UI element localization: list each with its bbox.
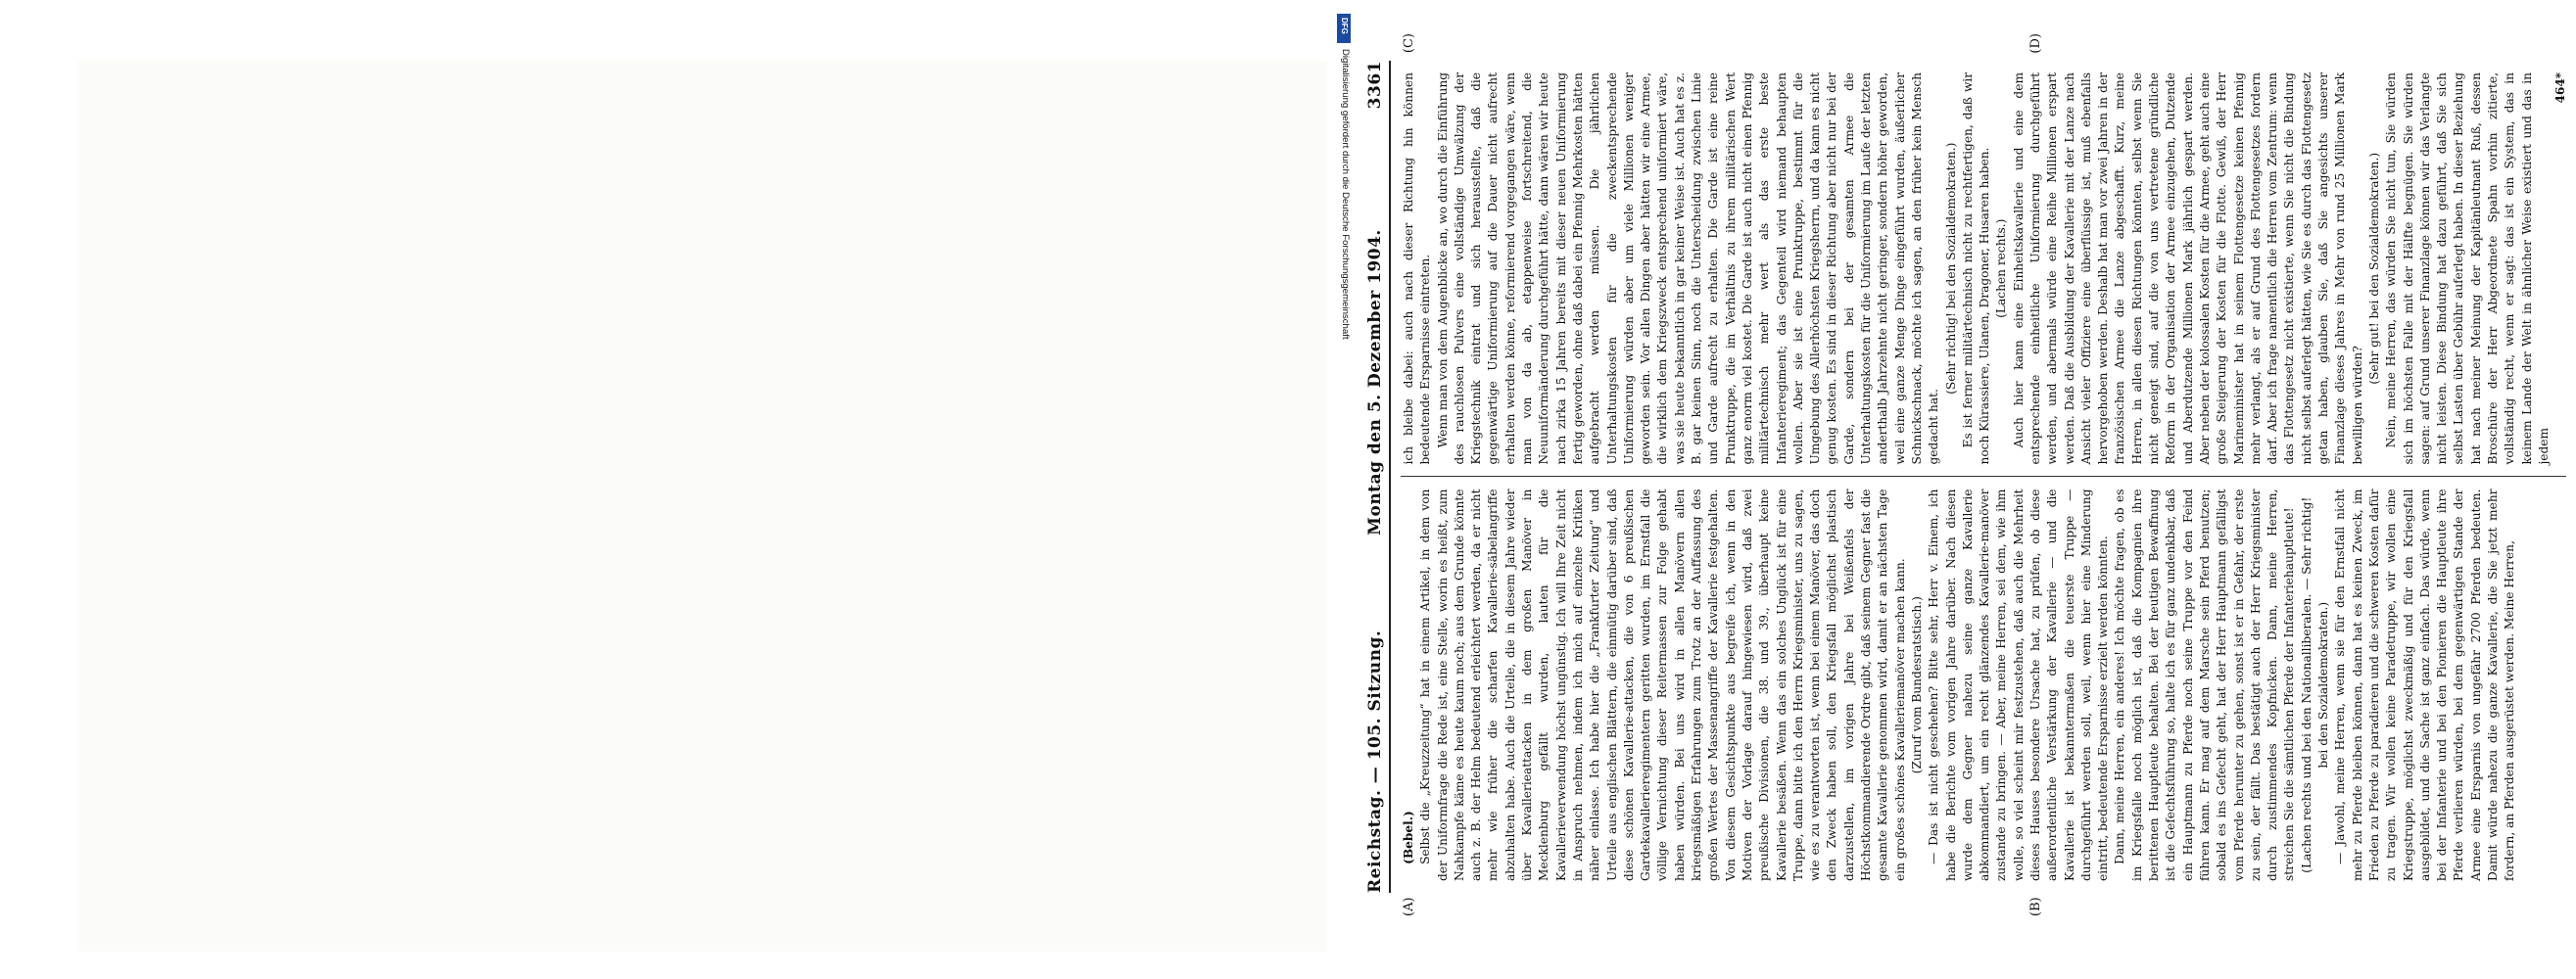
header-date-page	[1365, 61, 1385, 536]
dfg-logo-text: DFG	[1340, 18, 1349, 34]
paragraph: — Jawohl, meine Herren, wenn sie für den Ernstfall nicht mehr zu Pferde bleiben können, dann hat es keinen Zweck, im Frieden zu Pferde zu paradieren und die schweren Kosten dafür zu tragen. Wir wollen keine Paradetruppe, wir wollen eine Kriegstruppe, möglichst zweckmäßig und für den Kriegsfall ausgebildet, und die Sache ist ganz einfach. Das würde, wenn bei der Infanterie und bei den Pionieren die Hauptleute ihre Pferde verlieren würden, bei dem gegenwärtigen Stande der Armee eine Ersparnis von ungefähr 2700 Pferden bedeuten. Damit würde nahezu die ganze Kavallerie, die Sie jetzt mehr fordern, an Pferden ausgerüstet werden. Meine Herren,	[2333, 489, 2517, 881]
page-header	[1352, 61, 1391, 893]
dfg-logo	[1337, 14, 1351, 43]
text-columns	[1401, 33, 2568, 916]
margin-marker-b: (B)	[2028, 897, 2043, 916]
header-session: Reichstag. — 105. Sitzung.	[1365, 629, 1385, 893]
interjection: (Lachen rechts.)	[1994, 218, 2009, 318]
paragraph: Selbst die „Kreuzzeitung“ hat in einem Artikel, in dem von der Uniformfrage die Rede ist, eine Stelle, worin es heißt, zum Nahkampfe käme es heute kaum noch; aus dem Grunde könnte auch z. B. der Helm bedeutend erleichtert werden, da er nicht mehr wie früher die scharfen Kavallerie-säbelangriffe abzuhalten habe. Auch die Urteile, die in diesem Jahre wieder über Kavallerieattacken in dem großen Manöver in Mecklenburg gefällt wurden, lauten für die Kavallerieverwendung höchst ungünstig. Ich will Ihre Zeit nicht in Anspruch nehmen, indem ich mich auf einzelne Kritiken näher einlasse. Ich habe hier die „Frankfurter Zeitung“ und Urteile aus englischen Blättern, die einmütig darüber sind, daß diese schönen Kavallerie-attacken, die von 6 preußischen Gardekavallerieregimentern geritten wurden, im Ernstfall die völlige Vernichtung dieser Reitermassen zur Folge gehabt haben würden. Bei uns wird in allen Manövern allen kriegsmäßigen Erfahrungen zum Trotz an der Auffassung des großen Wertes der Massenangriffe der Kavallerie festgehalten. Von diesem Gesichtspunkte aus begreife ich, wenn in den Motiven der Vorlage darauf hingewiesen wird, daß zwei preußische Divisionen, die 38. und 39., überhaupt keine Kavallerie besäßen. Wenn das ein solches Unglück ist für eine Truppe, dann bitte ich den Herrn Kriegsminister, uns zu sagen, wie es zu verantworten ist, wenn bei einem Manöver, das doch den Zweck haben soll, den Kriegsfall möglichst plastisch darzustellen, im vorigen Jahre bei Weißenfels der Höchstkommandierende Ordre gibt, daß seinem Gegner fast die gesamte Kavallerie genommen wird, damit er an nächsten Tage ein großes schönes Kavalleriemanöver machen kann.	[1418, 489, 1907, 881]
margin-marker-d: (D)	[2028, 33, 2043, 54]
header-date: Montag den 5. Dezember 1904.	[1365, 229, 1385, 536]
paragraph: Es ist ferner militärtechnisch nicht zu rechtfertigen, daß wir noch Kürassiere, Ulanen, Dragoner, Husaren haben.	[1960, 72, 1992, 465]
paragraph: Nein, meine Herren, das würden Sie nicht tun, Sie würden sich im höchsten Falle mit der Hälfte begnügen. Sie würden sagen: auf Grund unserer Finanzlage können wir das Verlangte nicht leisten. Diese Bindung hat dazu geführt, daß Sie sich selbst Lasten über Gebühr auferlegt haben. In dieser Beziehung hat nach meiner Meinung der Kapitänleutnant Ruß, dessen Broschüre der Herr Abgeordnete Spahn vorhin zitierte, vollständig recht, wenn er sagt: das ist ein System, das in keinem Lande der Welt in ähnlicher Weise existiert und das in jedem	[2384, 72, 2551, 465]
right-column	[1401, 33, 2568, 478]
page-number: 3361	[1365, 61, 1385, 110]
speaker-name: (Bebel.)	[1402, 811, 1415, 864]
margin-marker-a: (A)	[1402, 897, 1416, 916]
margin-marker-c: (C)	[1402, 33, 1416, 54]
left-column	[1401, 478, 2566, 916]
paragraph: Dann, meine Herren, ein anderes! Ich möchte fragen, ob es im Kriegsfalle noch möglich ist, daß die Kompagnien ihre berittenen Hauptleute behalten. Bei der heutigen Bewaffnung ist die Gefechtsführung so, halte ich es für ganz undenkbar, daß ein Hauptmann zu Pferde noch seine Truppe vor den Feind führen kann. Er mag auf dem Marsche sein Pferd benutzen; sobald es ins Gefecht geht, hat der Herr Hauptmann gefälligst vom Pferde herunter zu gehen, sonst ist er in Gefahr, der erste zu sein, der fällt. Das bestätigt auch der Herr Kriegsminister durch zustimmendes Kopfnicken. Dann, meine Herren, streichen Sie die sämtlichen Pferde der Infanteriehauptleute!	[2113, 489, 2297, 881]
interjection: (Lachen rechts und bei den Nationalliberalen. — Sehr richtig! bei den Sozialdemokraten.)	[2299, 496, 2331, 873]
paragraph: Wenn man von dem Augenblicke an, wo durch die Einführung des rauchlosen Pulvers eine vollständige Umwälzung der Kriegstechnik eintrat und sich herausstellte, daß die gegenwärtige Uniformierung auf die Dauer nicht aufrecht erhalten werden könne, reformierend vorgegangen wäre, wenn man von da ab, etappenweise fortschreitend, die Neuuniformänderung durchgeführt hätte, dann wären wir heute nach zirka 15 Jahren bereits mit dieser neuen Uniformierung fertig geworden, ohne daß dabei ein Pfennig Mehrkosten hätten aufgebracht werden müssen. Die jährlichen Unterhaltungskosten für die zweckentsprechende Uniformierung würden aber um viele Millionen weniger geworden sein. Vor allen Dingen aber hätten wir eine Armee, die wirklich dem Kriegszweck entsprechend uniformiert wäre, was sie heute bekanntlich in gar keiner Weise ist. Auch hat es z. B. gar keinen Sinn, noch die Unterscheidung zwischen Linie und Garde aufrecht zu erhalten. Die Garde ist eine reine Prunktruppe, die im Verhältnis zu ihrem militärischen Wert ganz enorm viel kostet. Die Garde ist auch nicht einen Pfennig militärtechnisch mehr wert als das erste beste Infanterieregiment; das Gegenteil wird niemand behaupten wollen. Aber sie ist eine Prunktruppe, bestimmt für die Umgebung des Allerhöchsten Kriegsherrn, und da kann es nicht genug kosten. Es sind in dieser Richtung aber nicht nur bei der Garde, sondern bei der gesamten Armee die Unterhaltungskosten für die Uniformierung im Laufe der letzten anderthalb Jahrzehnte nicht geringer, sondern höher geworden, weil eine ganze Menge Dinge eingeführt wurden, äußerlicher Schnickschnack, möchte ich sagen, an den früher kein Mensch gedacht hat.	[1435, 72, 1941, 465]
paragraph: ich bleibe dabei: auch nach dieser Richtung hin können bedeutende Ersparnisse eintreten.	[1402, 72, 1433, 465]
paragraph: Auch hier kann eine Einheitskavallerie und eine dem entsprechende einheitliche Uniformierung durchgeführt werden, und abermals würde eine Reihe Millionen erspart werden. Daß die Ausbildung der Kavallerie mit der Lanze nach Ansicht vieler Offiziere eine überflüssige ist, muß ebenfalls hervorgehoben werden. Deshalb hat man vor zwei Jahren in der französischen Armee die Lanze abgeschafft. Kurz, meine Herren, in allen diesen Richtungen könnten, selbst wenn Sie nicht geneigt sind, auf die von uns vertretene gründliche Reform in der Organisation der Armee einzugehen, Dutzende und Aberdutzende Millionen Mark jährlich gespart werden. Aber neben der kolossalen Kosten für die Armee, geht auch eine große Steigerung der Kosten für die Flotte. Gewiß, der Herr Marineminister hat in seinem Flottengesetze keinen Pfennig mehr verlangt, als er auf Grund des Flottengesetzes fordern darf. Aber ich frage namentlich die Herren vom Zentrum: wenn das Flottengesetz nicht existierte, wenn Sie nicht die Bindung nicht selbst auferlegt hätten, wie Sie es durch das Flottengesetz getan haben, glauben Sie, daß Sie angesichts unserer Finanzlage dieses Jahres in Mehr von rund 25 Millionen Mark bewilligen würden?	[2011, 72, 2364, 465]
paragraph: — Das ist nicht geschehen? Bitte sehr, Herr v. Einem, ich habe die Berichte vom vorigen Jahre darüber. Nach diesen wurde dem Gegner nahezu seine ganze Kavallerie abkommandiert, um ein recht glänzendes Kavallerie-manöver zustande zu bringen. — Aber, meine Herren, sei dem, wie ihm wolle, so viel scheint mir festzustehen, daß auch die Mehrheit dieses Hauses besondere Ursache hat, zu prüfen, ob diese außerordentliche Verstärkung der Kavallerie — und die Kavallerie ist bekanntermaßen die teuerste Truppe — durchgeführt werden soll, weil, wenn hier eine Minderung eintritt, bedeutende Ersparnisse erzielt werden könnten.	[1927, 489, 2111, 881]
interjection: (Zuruf vom Bundesratstisch.)	[1909, 596, 1924, 774]
interjection: (Sehr richtig! bei den Sozialdemokraten.)	[1943, 142, 1958, 395]
signature-mark: 464*	[2553, 72, 2568, 104]
digitization-watermark	[1337, 14, 1351, 562]
watermark-text: Digitalisierung gefördert durch die Deutsche Forschungsgemeinschaft	[1340, 49, 1351, 340]
rotated-page-content	[1352, 33, 2576, 916]
interjection: (Sehr gut! bei den Sozialdemokraten.)	[2366, 152, 2381, 385]
